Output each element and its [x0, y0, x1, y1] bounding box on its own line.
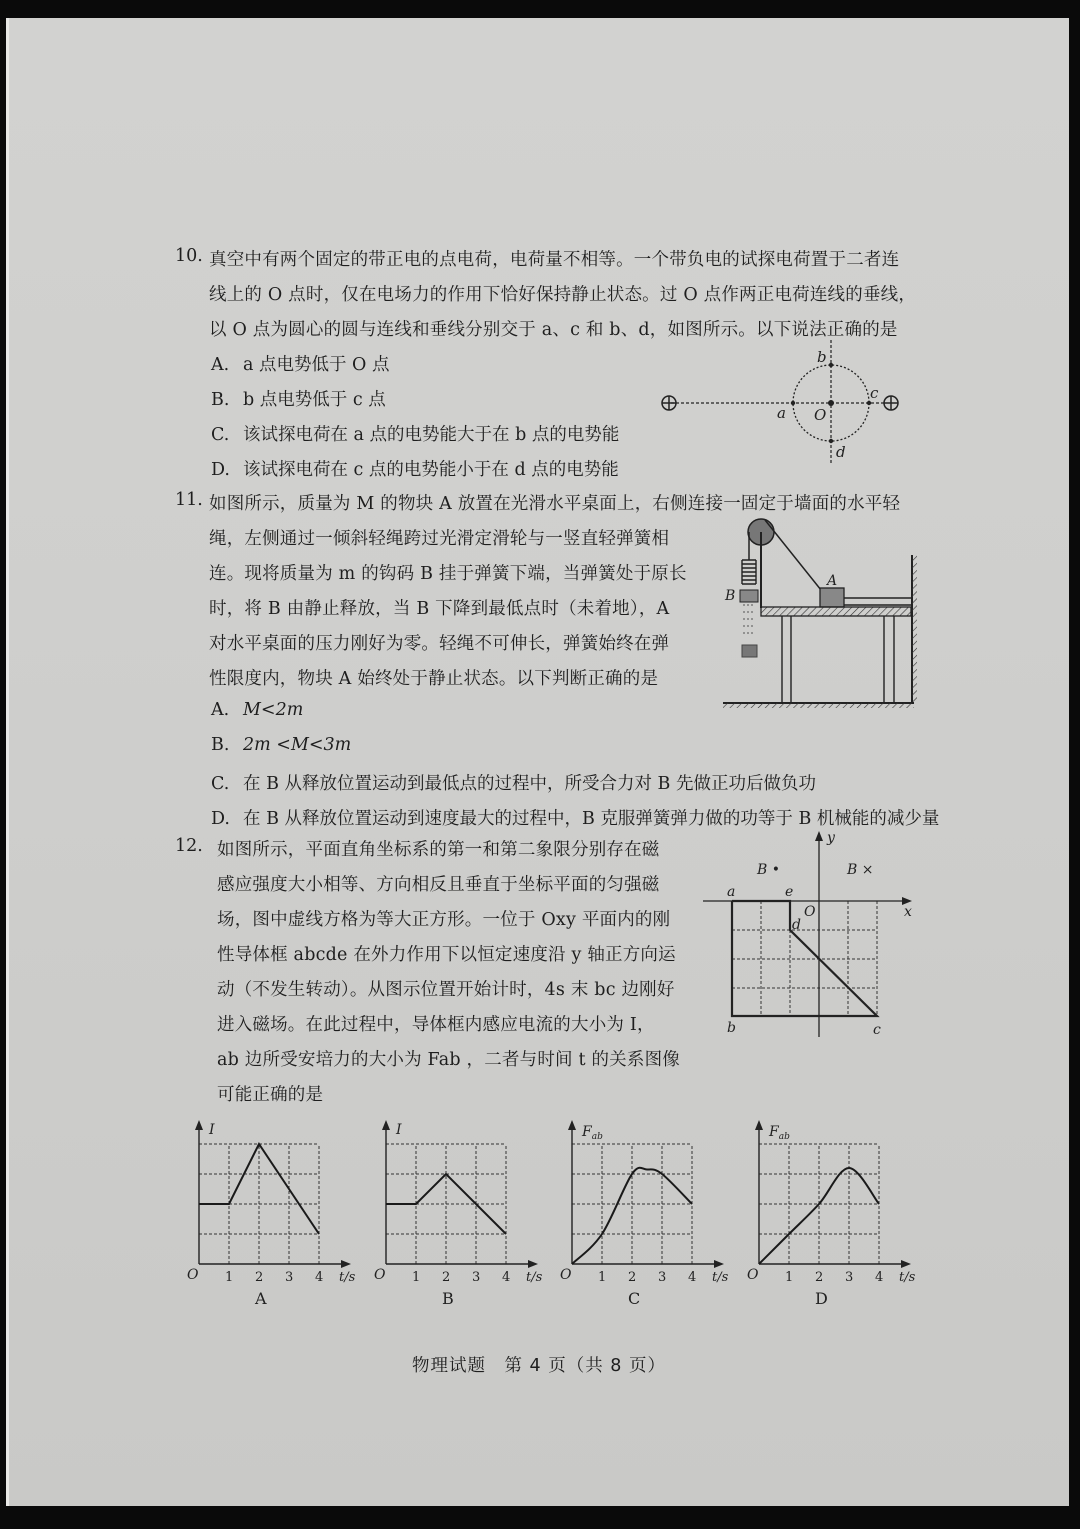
svg-text:B: B — [442, 1289, 454, 1308]
label-d: d — [836, 443, 846, 461]
svg-text:2: 2 — [815, 1270, 824, 1285]
q10-option-c[interactable]: C. 该试探电荷在 a 点的电势能大于在 b 点的电势能 — [211, 425, 620, 445]
q12-stem-line: 进入磁场。在此过程中，导体框内感应电流的大小为 I， — [217, 1015, 655, 1035]
svg-text:c: c — [873, 1022, 881, 1038]
q11-pulley-figure — [709, 510, 939, 720]
q11-stem-line: 性限度内，物块 A 始终处于静止状态。以下判断正确的是 — [209, 669, 659, 689]
q12-stem-line: 可能正确的是 — [217, 1085, 324, 1105]
label-c: c — [870, 384, 879, 402]
q12-stem-line: 性导体框 abcde 在外力作用下以恒定速度沿 y 轴正方向运 — [217, 945, 676, 965]
q11-option-a[interactable]: A. M<2m — [211, 700, 304, 720]
q11-stem-line: 如图所示，质量为 M 的物块 A 放置在光滑水平桌面上，右侧连接一固定于墙面的水平轻 — [209, 494, 901, 514]
svg-text:a: a — [727, 884, 736, 900]
field-out-label: B • — [757, 862, 780, 878]
svg-text:O: O — [560, 1267, 572, 1283]
label-b: b — [817, 348, 827, 366]
label-B: B — [725, 588, 736, 604]
q10-charges-figure — [649, 340, 909, 490]
q12-frame-figure — [703, 825, 923, 1055]
q10-number: 10. — [175, 246, 203, 266]
svg-text:2: 2 — [628, 1270, 637, 1285]
q10-stem-line: 以 O 点为圆心的圆与连线和垂线分别交于 a、c 和 b、d，如图所示。以下说法正确的是 — [209, 320, 898, 340]
svg-text:1: 1 — [785, 1270, 794, 1285]
svg-text:O: O — [187, 1267, 199, 1283]
q10-stem-line: 真空中有两个固定的带正电的点电荷，电荷量不相等。一个带负电的试探电荷置于二者连 — [209, 250, 900, 270]
svg-text:A: A — [255, 1289, 267, 1308]
weight-B — [740, 590, 758, 602]
svg-text:4: 4 — [315, 1270, 324, 1285]
svg-text:e: e — [785, 884, 794, 900]
svg-text:3: 3 — [285, 1270, 294, 1285]
exam-page — [6, 18, 1069, 1506]
q12-stem-line: 如图所示，平面直角坐标系的第一和第二象限分别存在磁 — [217, 840, 660, 860]
svg-text:1: 1 — [598, 1270, 607, 1285]
svg-text:2: 2 — [255, 1270, 264, 1285]
svg-text:1: 1 — [412, 1270, 421, 1285]
q11-stem-line: 绳，左侧通过一倾斜轻绳跨过光滑定滑轮与一竖直轻弹簧相 — [209, 529, 670, 549]
svg-text:O: O — [374, 1267, 386, 1283]
chart-A[interactable] — [169, 1108, 356, 1308]
svg-text:I: I — [396, 1122, 402, 1138]
svg-text:O: O — [804, 904, 816, 920]
svg-text:4: 4 — [875, 1270, 884, 1285]
q12-number: 12. — [175, 836, 203, 856]
page-footer: 物理试题 第 4 页（共 8 页） — [411, 1356, 667, 1376]
svg-text:t/s: t/s — [339, 1270, 356, 1285]
svg-text:t/s: t/s — [712, 1270, 729, 1285]
q12-stem-line: 场，图中虚线方格为等大正方形。一位于 Oxy 平面内的刚 — [217, 910, 671, 930]
svg-text:I: I — [209, 1122, 215, 1138]
q11-stem-line: 时，将 B 由静止释放，当 B 下降到最低点时（未着地），A — [209, 599, 670, 619]
svg-text:4: 4 — [502, 1270, 511, 1285]
svg-text:2: 2 — [442, 1270, 451, 1285]
q11-option-b[interactable]: B. 2m <M<3m — [211, 735, 352, 755]
spring-icon — [742, 560, 756, 584]
svg-text:3: 3 — [845, 1270, 854, 1285]
svg-text:D: D — [815, 1289, 828, 1308]
svg-text:x: x — [904, 904, 912, 920]
svg-text:Fab: $F_{ab}$ — [582, 1124, 603, 1142]
block-A — [820, 588, 844, 607]
svg-text:b: b — [727, 1020, 736, 1036]
q12-stem-line: 感应强度大小相等、方向相反且垂直于坐标平面的匀强磁 — [217, 875, 660, 895]
svg-text:4: 4 — [688, 1270, 697, 1285]
svg-text:C: C — [628, 1289, 641, 1308]
q12-stem-line: 动（不发生转动）。从图示位置开始计时，4s 末 bc 边刚好 — [217, 980, 675, 1000]
svg-text:1: 1 — [225, 1270, 234, 1285]
chart-C[interactable] — [542, 1108, 729, 1308]
q12-stem-line: ab 边所受安培力的大小为 Fab ，二者与时间 t 的关系图像 — [217, 1050, 680, 1070]
svg-text:3: 3 — [658, 1270, 667, 1285]
svg-text:t/s: t/s — [526, 1270, 543, 1285]
q11-stem-line: 对水平桌面的压力刚好为零。轻绳不可伸长，弹簧始终在弹 — [209, 634, 670, 654]
svg-text:d: d — [792, 917, 801, 933]
q11-option-d[interactable]: D. 在 B 从释放位置运动到速度最大的过程中，B 克服弹簧弹力做的功等于 B 机械能的减少量 — [211, 809, 940, 829]
svg-text:3: 3 — [472, 1270, 481, 1285]
q11-number: 11. — [175, 490, 203, 510]
svg-text:Fab: $F_{ab}$ — [769, 1124, 790, 1142]
q11-option-c[interactable]: C. 在 B 从释放位置运动到最低点的过程中，所受合力对 B 先做正功后做负功 — [211, 774, 816, 794]
q10-option-a[interactable]: A. a 点电势低于 O 点 — [211, 355, 390, 375]
q10-option-b[interactable]: B. b 点电势低于 c 点 — [211, 390, 386, 410]
svg-text:y: y — [827, 830, 835, 846]
q10-stem-line: 线上的 O 点时，仅在电场力的作用下恰好保持静止状态。过 O 点作两正电荷连线的垂线， — [209, 285, 917, 305]
chart-B[interactable] — [356, 1108, 543, 1308]
svg-text:O: O — [747, 1267, 759, 1283]
label-O: O — [814, 406, 827, 424]
q10-option-d[interactable]: D. 该试探电荷在 c 点的电势能小于在 d 点的电势能 — [211, 460, 619, 480]
svg-text:t/s: t/s — [899, 1270, 916, 1285]
field-in-label: B × — [847, 862, 874, 878]
q11-stem-line: 连。现将质量为 m 的钩码 B 挂于弹簧下端，当弹簧处于原长 — [209, 564, 687, 584]
chart-D[interactable] — [729, 1108, 916, 1308]
label-A: A — [827, 573, 838, 589]
label-a: a — [777, 404, 786, 422]
